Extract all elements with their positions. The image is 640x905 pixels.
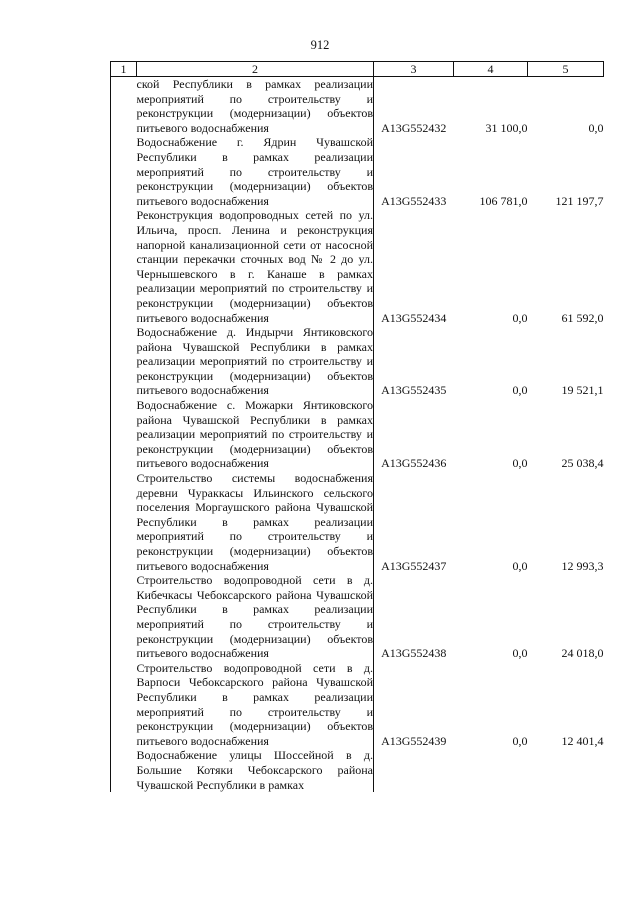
table-row [111,77,604,136]
object-name-text: ской Республики в рамках реализации мероприятий по строительству и реконструкции (модернизации) объектов питьевого водоснабжения [136,77,373,135]
object-name-text: Строительство водопроводной сети в д. Кибечкасы Чебоксарского района Чувашской Республики в рамках реализации мероприятий по строительству и реконструкции (модернизации) объектов питьевого водоснабжения [136,573,373,661]
row-number-cell [111,77,137,136]
object-name-cell [137,661,374,749]
object-name-text: Строительство системы водоснабжения деревни Чураккасы Ильинского сельского поселения Моргаушского района Чувашской Республики в рамках реализации мероприятий по строительству и реконструкции (модернизации) объектов питьевого водоснабжения [136,471,373,573]
object-name-cell [137,135,374,208]
object-name-cell [137,573,374,661]
amount-col5-cell: 61 592,0 [561,310,604,325]
amount-col5-cell: 25 038,4 [561,456,604,471]
budget-table [110,61,604,792]
object-name-cell [137,77,374,136]
object-name-cell [137,471,374,573]
header-col-5: 5 [528,62,604,77]
budget-code-cell: А13G552438 [381,646,447,661]
amount-col4-cell: 0,0 [512,383,528,398]
row-number-cell [111,325,137,398]
amount-col5-cell: 12 401,4 [561,733,604,748]
header-col-4: 4 [454,62,528,77]
row-number-cell [111,135,137,208]
amount-col4-cell: 0,0 [512,646,528,661]
amount-col5-cell: 19 521,1 [561,383,604,398]
budget-code-cell: А13G552435 [381,383,447,398]
budget-code-cell: А13G552439 [381,733,447,748]
budget-code-cell: А13G552434 [381,310,447,325]
table-row [111,135,604,208]
object-name-cell [137,325,374,398]
object-name-cell [137,748,374,792]
object-name-text: Водоснабжение д. Индырчи Янтиковского района Чувашской Республики в рамках реализации мероприятий по строительству и реконструкции (модернизации) объектов питьевого водоснабжения [136,325,373,398]
amount-col5-cell: 12 993,3 [561,558,604,573]
amount-col4-cell: 0,0 [512,558,528,573]
page-number: 912 [310,38,330,52]
amount-col5-cell [528,748,604,792]
amount-col4-cell [454,748,528,792]
amount-col4-cell: 0,0 [512,310,528,325]
object-name-cell [137,208,374,325]
amount-col4-cell: 106 781,0 [479,193,528,208]
header-col-1: 1 [111,62,137,77]
table-row [111,471,604,573]
table-row [111,573,604,661]
row-number-cell [111,471,137,573]
object-name-text: Водоснабжение с. Можарки Янтиковского района Чувашской Республики в рамках реализации мероприятий по строительству и реконструкции (модернизации) объектов питьевого водоснабжения [136,398,373,471]
table-row [111,661,604,749]
amount-col4-cell: 0,0 [512,456,528,471]
row-number-cell [111,748,137,792]
table-row [111,748,604,792]
amount-col4-cell: 0,0 [512,733,528,748]
table-row [111,208,604,325]
budget-code-cell: А13G552432 [381,120,447,135]
table-row [111,325,604,398]
table-header-row [111,62,604,77]
amount-col5-cell: 24 018,0 [561,646,604,661]
object-name-text: Водоснабжение улицы Шоссейной в д. Большие Котяки Чебоксарского района Чувашской Республики в рамках [136,748,373,792]
budget-code-cell: А13G552436 [381,456,447,471]
budget-code-cell [374,748,454,792]
object-name-cell [137,398,374,471]
header-col-2: 2 [137,62,374,77]
table-row [111,398,604,471]
budget-code-cell: А13G552433 [381,193,447,208]
object-name-text: Реконструкция водопроводных сетей по ул. Ильича, просп. Ленина и реконструкция напорной канализационной сети от насосной станции перекачки сточных вод № 2 до ул. Чернышевского в г. Канаше в рамках реализации мероприятий по строительству и реконструкции (модернизации) объектов питьевого водоснабжения [136,208,373,325]
row-number-cell [111,208,137,325]
row-number-cell [111,398,137,471]
row-number-cell [111,661,137,749]
header-col-3: 3 [374,62,454,77]
budget-code-cell: А13G552437 [381,558,447,573]
object-name-text: Водоснабжение г. Ядрин Чувашской Республики в рамках реализации мероприятий по строительству и реконструкции (модернизации) объектов питьевого водоснабжения [136,135,373,208]
amount-col5-cell: 121 197,7 [555,193,604,208]
amount-col5-cell: 0,0 [588,120,604,135]
object-name-text: Строительство водопроводной сети в д. Варпоси Чебоксарского района Чувашской Республики в рамках реализации мероприятий по строительству и реконструкции (модернизации) объектов питьевого водоснабжения [136,660,373,748]
amount-col4-cell: 31 100,0 [485,120,528,135]
row-number-cell [111,573,137,661]
